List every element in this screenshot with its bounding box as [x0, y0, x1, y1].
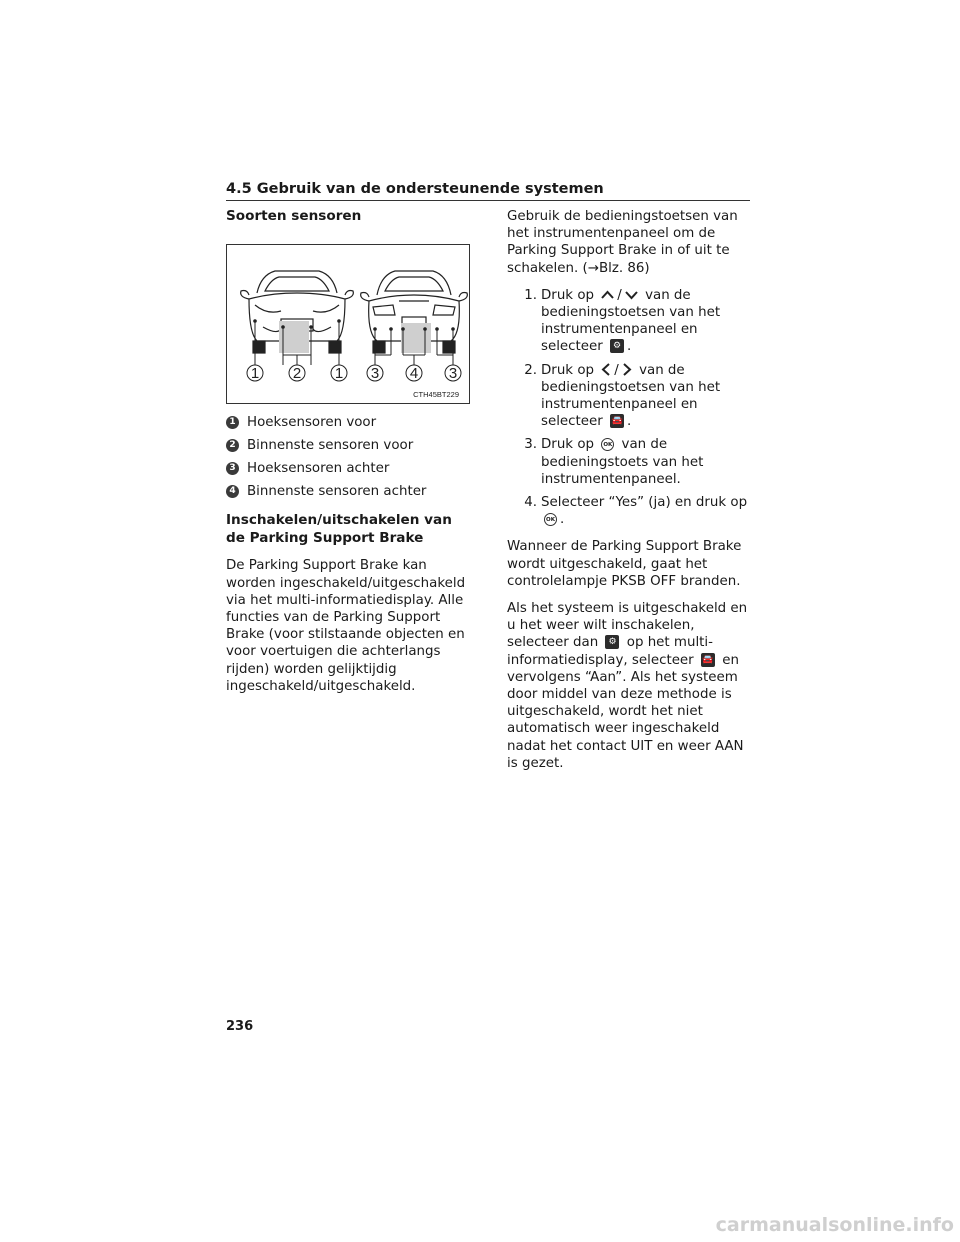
pksb-off-paragraph: Wanneer de Parking Support Brake wordt uitgeschakeld, gaat het controlelampje PKSB OFF branden.	[507, 539, 742, 589]
step-text: van de bedieningstoetsen van het instrumentenpaneel en selecteer	[541, 362, 721, 430]
legend-item	[226, 437, 474, 454]
svg-text:3: 3	[370, 364, 380, 382]
legend-number-badge: 4	[226, 485, 239, 498]
legend-text: Binnenste sensoren achter	[247, 484, 427, 500]
svg-text:2: 2	[292, 364, 302, 382]
svg-text:3: 3	[448, 364, 458, 382]
callout-labels	[247, 365, 461, 382]
step-text: Druk op	[541, 437, 595, 453]
ok-button-icon: OK	[601, 438, 614, 451]
left-column	[226, 208, 474, 705]
legend-text: Hoeksensoren voor	[247, 414, 377, 430]
callout-3-rear-left	[367, 365, 383, 382]
svg-text:1: 1	[334, 364, 344, 382]
step-text: van de bedieningstoets van het instrumentenpaneel.	[541, 437, 704, 487]
enable-disable-paragraph: De Parking Support Brake kan worden ingeschakeld/uitgeschakeld via het multi-informatiedisplay. Alle functies van de Parking Support Brake (voor stilstaande objecten en voor voertuigen die achterlangs rijden) worden gelijktijdig ingeschakeld/uitgeschakeld.	[226, 558, 466, 694]
step-number: 1.	[524, 287, 537, 303]
callout-1-front-right	[331, 365, 347, 382]
car-icon: 🚘	[611, 416, 623, 427]
callout-1-front-left	[247, 365, 263, 382]
callout-2-front	[289, 365, 305, 382]
gear-icon: ⚙	[605, 635, 619, 649]
step-end: .	[560, 512, 565, 528]
section-title: Gebruik van de ondersteunende systemen	[256, 181, 604, 197]
reenable-text-a: Als het systeem is uitgeschakeld en u het weer wilt inschakelen, selecteer dan	[507, 601, 748, 651]
callout-4-rear	[406, 365, 422, 382]
rear-sensor-area	[401, 323, 431, 353]
chevron-up-icon	[601, 290, 614, 300]
svg-text:1: 1	[250, 364, 260, 382]
chevron-down-icon	[625, 290, 638, 300]
legend-number-badge: 3	[226, 462, 239, 475]
page-number: 236	[226, 1019, 254, 1034]
legend-number-badge: 1	[226, 416, 239, 429]
step-end: .	[627, 339, 632, 355]
section-number: 4.5	[226, 181, 252, 197]
step-text: van de bedieningstoetsen van het instrumentenpaneel en selecteer	[541, 287, 721, 355]
right-column	[507, 208, 753, 782]
step-number: 4.	[524, 495, 537, 511]
gear-icon: ⚙	[610, 339, 624, 353]
car-icon: 🚘	[702, 654, 714, 665]
step-item	[507, 436, 753, 488]
watermark-footer: carmanualsonline.info	[715, 1214, 954, 1236]
chevron-left-icon	[601, 363, 611, 376]
reenable-paragraph	[507, 600, 753, 772]
step-number: 2.	[524, 362, 537, 378]
step-item	[507, 287, 753, 356]
section-header	[226, 178, 750, 201]
svg-text:4: 4	[409, 364, 419, 382]
intro-paragraph: Gebruik de bedieningstoetsen van het instrumentenpaneel om de Parking Support Brake in of uit te schakelen. (→Blz. 86)	[507, 209, 738, 276]
step-text: Druk op	[541, 287, 595, 303]
ok-button-icon: OK	[544, 513, 557, 526]
sensor-figure	[226, 244, 470, 404]
sensor-legend	[226, 414, 474, 501]
steps-list	[507, 287, 753, 529]
sensor-diagram	[227, 245, 469, 403]
reenable-text-b: op het multi-informatiedisplay, selecteer	[507, 635, 713, 668]
step-text: Druk op	[541, 362, 595, 378]
step-text: Selecteer “Yes” (ja) en druk op	[541, 495, 748, 511]
step-separator: /	[617, 287, 622, 303]
heading-sensor-types: Soorten sensoren	[226, 208, 362, 224]
heading-enable-disable: Inschakelen/uitschakelen van de Parking Support Brake	[226, 512, 452, 546]
figure-code: CTH45BT229	[413, 389, 459, 399]
legend-item	[226, 414, 474, 431]
legend-text: Hoeksensoren achter	[247, 460, 390, 476]
legend-text: Binnenste sensoren voor	[247, 437, 414, 453]
step-separator: /	[614, 362, 619, 378]
legend-item	[226, 483, 474, 500]
reenable-text-c: en vervolgens “Aan”. Als het systeem door middel van deze methode is uitgeschakeld, wordt het niet automatisch weer ingeschakeld nadat het contact UIT en weer AAN is gezet.	[507, 652, 744, 771]
step-end: .	[627, 414, 632, 430]
legend-number-badge: 2	[226, 439, 239, 452]
step-item	[507, 362, 753, 431]
step-number: 3.	[524, 437, 537, 453]
callout-3-rear-right	[445, 365, 461, 382]
chevron-right-icon	[622, 363, 632, 376]
step-item	[507, 494, 753, 528]
legend-item	[226, 460, 474, 477]
